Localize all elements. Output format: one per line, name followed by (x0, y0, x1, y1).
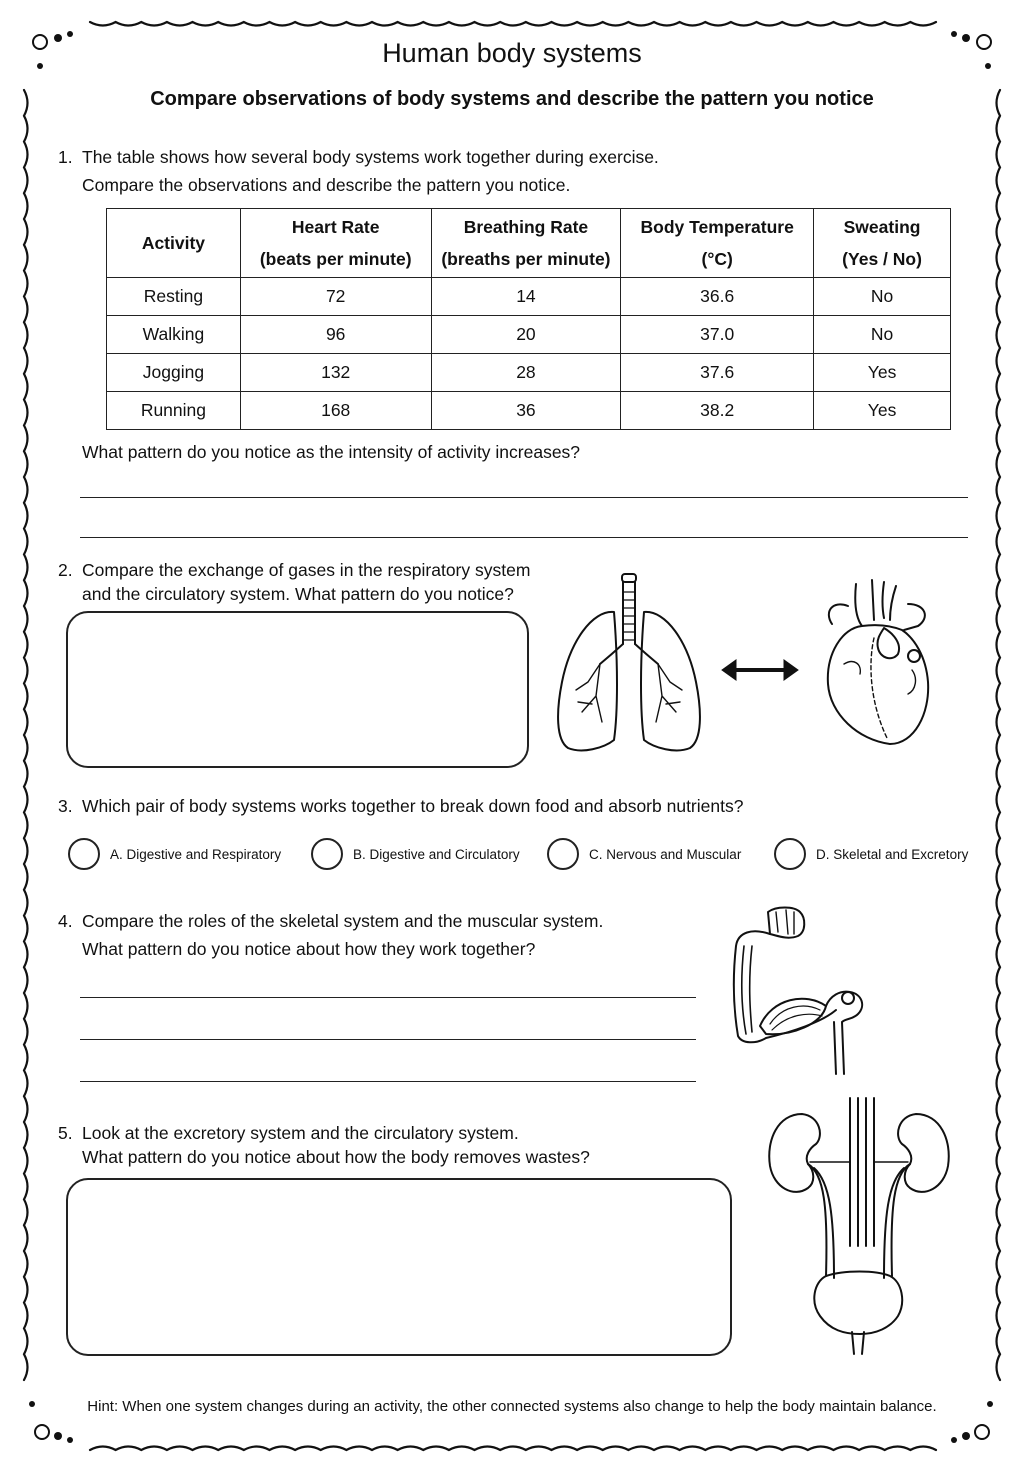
heart-icon (818, 574, 936, 746)
border-scallop (24, 90, 28, 1380)
question-1-text-line1: The table shows how several body systems work together during exercise. (82, 147, 659, 167)
question-1-prompt: What pattern do you notice as the intensity of activity increases? (82, 442, 581, 462)
table-cell: 168 (240, 392, 431, 430)
option-b[interactable] (311, 838, 520, 870)
border-scallop (90, 1447, 936, 1451)
column-header-activity: Activity (107, 209, 241, 278)
question-1 (58, 143, 659, 199)
lungs-icon (552, 572, 704, 754)
option-a[interactable] (68, 838, 281, 870)
border-scallop (90, 22, 936, 26)
radio-circle[interactable] (774, 838, 806, 870)
page-subtitle: Compare observations of body systems and describe the pattern you notice (150, 88, 874, 110)
question-number: 3. (58, 796, 73, 816)
table-cell: 36 (431, 392, 621, 430)
table-cell: Running (107, 392, 241, 430)
radio-circle[interactable] (547, 838, 579, 870)
option-label: D. Skeletal and Excretory (816, 846, 969, 862)
question-2-text-line2: and the circulatory system. What pattern do you notice? (82, 584, 514, 604)
answer-line[interactable] (80, 997, 696, 998)
column-header-heart-rate: Heart Rate (beats per minute) (240, 209, 431, 278)
table-row (107, 278, 951, 316)
option-c[interactable] (547, 838, 741, 870)
hint-text: Hint: When one system changes during an activity, the other connected systems also change to help the body maintain balance. (87, 1398, 937, 1415)
table-row (107, 316, 951, 354)
answer-line[interactable] (80, 537, 968, 538)
table-cell: 20 (431, 316, 621, 354)
question-1-text-line2: Compare the observations and describe the pattern you notice. (82, 175, 571, 195)
table-cell: 36.6 (621, 278, 814, 316)
question-number: 1. (58, 147, 73, 167)
table-cell: 37.6 (621, 354, 814, 392)
table-cell: 132 (240, 354, 431, 392)
question-4-text-line2: What pattern do you notice about how they work together? (82, 939, 536, 959)
option-label: A. Digestive and Respiratory (110, 846, 282, 862)
border-scallop (997, 90, 1001, 1380)
table-cell: No (814, 316, 951, 354)
answer-line[interactable] (80, 497, 968, 498)
question-number: 2. (58, 560, 73, 580)
column-header-body-temperature: Body Temperature (°C) (621, 209, 814, 278)
table-cell: Yes (814, 392, 951, 430)
question-5-text-line2: What pattern do you notice about how the body removes wastes? (82, 1147, 590, 1167)
question-4 (58, 907, 603, 963)
question-5-text-line1: Look at the excretory system and the circulatory system. (82, 1123, 519, 1143)
option-label: C. Nervous and Muscular (589, 846, 742, 862)
column-header-sweating: Sweating (Yes / No) (814, 209, 951, 278)
table-cell: 28 (431, 354, 621, 392)
table-cell: Jogging (107, 354, 241, 392)
radio-circle[interactable] (311, 838, 343, 870)
kidneys-bladder-icon (764, 1096, 954, 1358)
table-cell: Resting (107, 278, 241, 316)
observation-table (106, 208, 951, 430)
question-5 (58, 1121, 590, 1169)
option-d[interactable] (774, 838, 968, 870)
answer-box[interactable] (66, 611, 529, 768)
table-cell: Walking (107, 316, 241, 354)
table-row (107, 354, 951, 392)
column-header-breathing-rate: Breathing Rate (breaths per minute) (431, 209, 621, 278)
radio-circle[interactable] (68, 838, 100, 870)
table-cell: Yes (814, 354, 951, 392)
table-cell: No (814, 278, 951, 316)
double-arrow-icon (720, 656, 800, 684)
arm-muscle-icon (722, 902, 868, 1076)
question-number: 5. (58, 1123, 73, 1143)
question-2 (58, 558, 530, 606)
question-2-text-line1: Compare the exchange of gases in the respiratory system (82, 560, 531, 580)
table-header-row (107, 209, 951, 278)
page-title: Human body systems (382, 38, 642, 68)
table-row (107, 392, 951, 430)
question-3-text: Which pair of body systems works together to break down food and absorb nutrients? (82, 796, 744, 816)
answer-line[interactable] (80, 1039, 696, 1040)
table-cell: 96 (240, 316, 431, 354)
option-label: B. Digestive and Circulatory (353, 846, 520, 862)
question-3 (58, 792, 743, 820)
answer-line[interactable] (80, 1081, 696, 1082)
table-cell: 14 (431, 278, 621, 316)
answer-box[interactable] (66, 1178, 732, 1356)
table-cell: 37.0 (621, 316, 814, 354)
table-cell: 72 (240, 278, 431, 316)
question-4-text-line1: Compare the roles of the skeletal system and the muscular system. (82, 911, 604, 931)
question-number: 4. (58, 911, 73, 931)
table-cell: 38.2 (621, 392, 814, 430)
